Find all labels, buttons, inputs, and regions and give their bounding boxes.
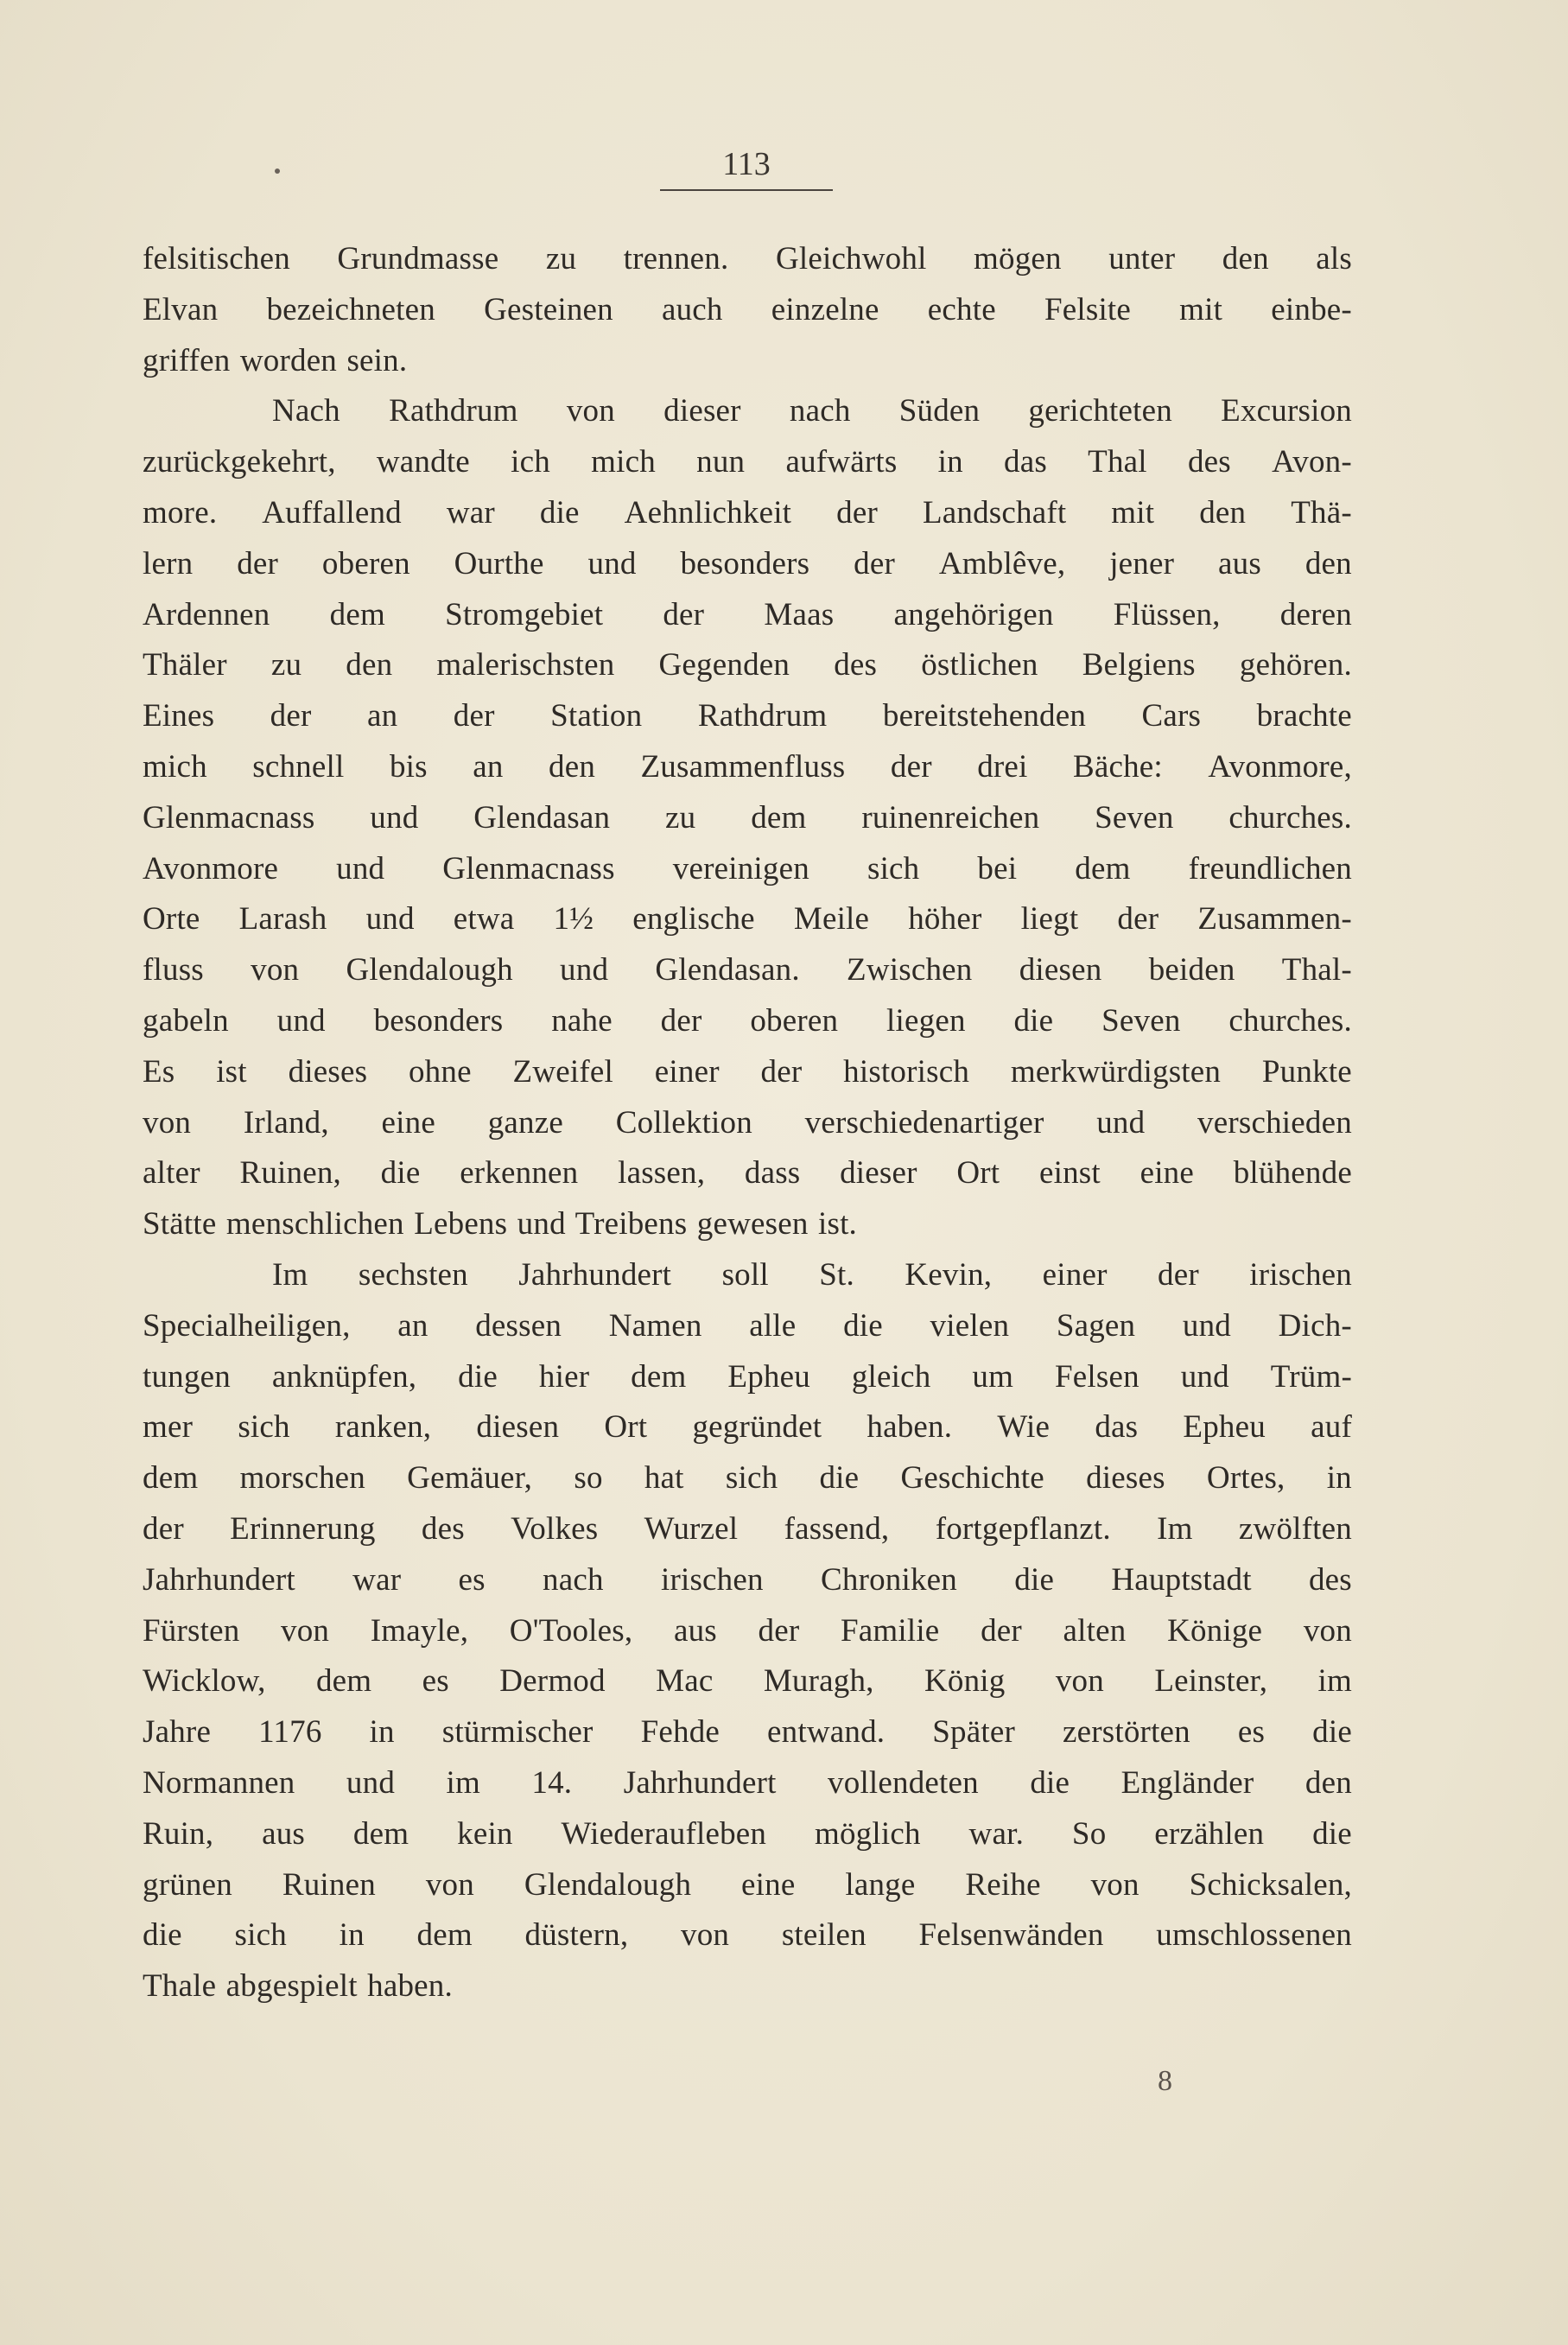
text-line: Im sechsten Jahrhundert soll St. Kevin, einer der irischen <box>272 1256 1352 1293</box>
text-line: Specialheiligen, an dessen Namen alle die vielen Sagen und Dich- <box>143 1307 1352 1344</box>
text-line: Avonmore und Glenmacnass vereinigen sich bei dem freundlichen <box>143 850 1352 887</box>
text-line: felsitischen Grundmasse zu trennen. Gleichwohl mögen unter den als <box>143 241 1352 276</box>
text-line: Stätte menschlichen Lebens und Treibens gewesen ist. <box>143 1206 858 1242</box>
text-line: Thäler zu den malerischsten Gegenden des östlichen Belgiens gehören. <box>143 647 1352 683</box>
text-line: tungen anknüpfen, die hier dem Epheu gleich um Felsen und Trüm- <box>143 1358 1352 1395</box>
body-text <box>143 240 1352 2018</box>
text-line: grünen Ruinen von Glendalough eine lange Reihe von Schicksalen, <box>143 1866 1352 1903</box>
text-line: Eines der an der Station Rathdrum bereitstehenden Cars brachte <box>143 698 1352 734</box>
text-line: Glenmacnass und Glendasan zu dem ruinenreichen Seven churches. <box>143 799 1352 836</box>
page-number-rule <box>660 189 833 191</box>
text-line: lern der oberen Ourthe und besonders der Amblêve, jener aus den <box>143 545 1352 581</box>
text-line: alter Ruinen, die erkennen lassen, dass dieser Ort einst eine blühende <box>143 1155 1352 1192</box>
text-line: Thale abgespielt haben. <box>143 1968 453 2005</box>
text-line: mer sich ranken, diesen Ort gegründet haben. Wie das Epheu auf <box>143 1409 1352 1446</box>
text-line: Normannen und im 14. Jahrhundert vollendeten die Engländer den <box>143 1764 1352 1801</box>
text-line: dem morschen Gemäuer, so hat sich die Geschichte dieses Ortes, in <box>143 1460 1352 1497</box>
text-line: fluss von Glendalough und Glendasan. Zwischen diesen beiden Thal- <box>143 952 1352 988</box>
text-line: Orte Larash und etwa 1½ englische Meile höher liegt der Zusammen- <box>143 901 1352 937</box>
text-line: Jahrhundert war es nach irischen Chroniken die Hauptstadt des <box>143 1561 1352 1598</box>
text-line: gabeln und besonders nahe der oberen liegen die Seven churches. <box>143 1002 1352 1039</box>
text-line: Fürsten von Imayle, O'Tooles, aus der Familie der alten Könige von <box>143 1612 1352 1649</box>
text-line: Jahre 1176 in stürmischer Fehde entwand. Später zerstörten es die <box>143 1714 1352 1751</box>
text-line: Elvan bezeichneten Gesteinen auch einzelne echte Felsite mit einbe- <box>143 291 1352 327</box>
text-line: Wicklow, dem es Dermod Mac Muragh, König von Leinster, im <box>143 1663 1352 1700</box>
text-line: die sich in dem düstern, von steilen Felsenwänden umschlossenen <box>143 1917 1352 1954</box>
text-line: more. Auffallend war die Aehnlichkeit der Landschaft mit den Thä- <box>143 494 1352 531</box>
text-line: Ruin, aus dem kein Wiederaufleben möglich war. So erzählen die <box>143 1815 1352 1852</box>
text-line: von Irland, eine ganze Collektion verschiedenartiger und verschieden <box>143 1104 1352 1141</box>
page-number: 113 <box>722 146 771 182</box>
signature-mark: 8 <box>1158 2065 1172 2097</box>
text-line: griffen worden sein. <box>143 342 408 378</box>
text-line: der Erinnerung des Volkes Wurzel fassend, fortgepflanzt. Im zwölften <box>143 1510 1352 1547</box>
stray-ink-dot <box>275 168 280 174</box>
text-line: Nach Rathdrum von dieser nach Süden gerichteten Excursion <box>272 393 1352 429</box>
text-line: Ardennen dem Stromgebiet der Maas angehörigen Flüssen, deren <box>143 596 1352 632</box>
text-line: zurückgekehrt, wandte ich mich nun aufwärts in das Thal des Avon- <box>143 444 1352 480</box>
text-line: mich schnell bis an den Zusammenfluss der drei Bäche: Avonmore, <box>143 748 1352 785</box>
text-line: Es ist dieses ohne Zweifel einer der historisch merkwürdigsten Punkte <box>143 1053 1352 1090</box>
